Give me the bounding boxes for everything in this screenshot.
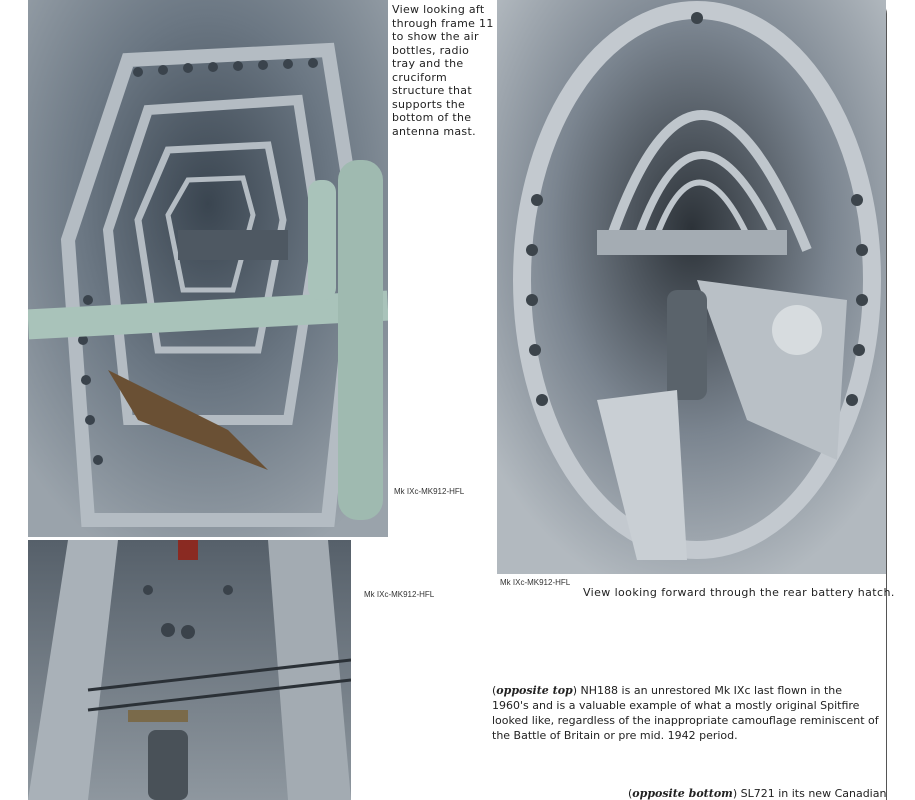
photo-credit-bottom: Mk IXc-MK912-HFL (364, 590, 435, 599)
caption-opposite-bottom-text: SL721 in its new Canadian (740, 787, 887, 800)
photo-forward-battery-hatch (497, 0, 886, 574)
photo-credit-forward: Mk IXc-MK912-HFL (500, 578, 571, 587)
photo-credit-aft: Mk IXc-MK912-HFL (394, 487, 465, 496)
caption-opposite-bottom: (opposite bottom) SL721 in its new Canadian (628, 787, 887, 800)
photo-aft-frame-11 (28, 0, 388, 537)
caption-aft-view: View looking aft through frame 11 to show the air bottles, radio tray and the cruciform structure that supports the bottom of the antenna mast. (389, 2, 497, 139)
caption-forward-view: View looking forward through the rear battery hatch. (583, 586, 895, 599)
caption-opposite-top: (opposite top) NH188 is an unrestored Mk IXc last flown in the 1960's and is a valuable example of what a mostly original Spitfire looked like, regardless of the inappropriate camouflage reminiscent of the Battle of Britain or pre mid. 1942 period. (492, 684, 879, 742)
caption-opposite-bottom-lead: opposite bottom (632, 787, 733, 800)
photo-rear-fuselage-controls (28, 540, 351, 800)
caption-opposite-top-lead: opposite top (496, 684, 573, 697)
caption-opposite-top-text: NH188 is an unrestored Mk IXc last flown in the 1960's and is a valuable example of what a mostly original Spitfire looked like, regardless of the inappropriate camouflage reminiscent of the Battle of Britain or pre mid. 1942 period. (492, 684, 879, 742)
